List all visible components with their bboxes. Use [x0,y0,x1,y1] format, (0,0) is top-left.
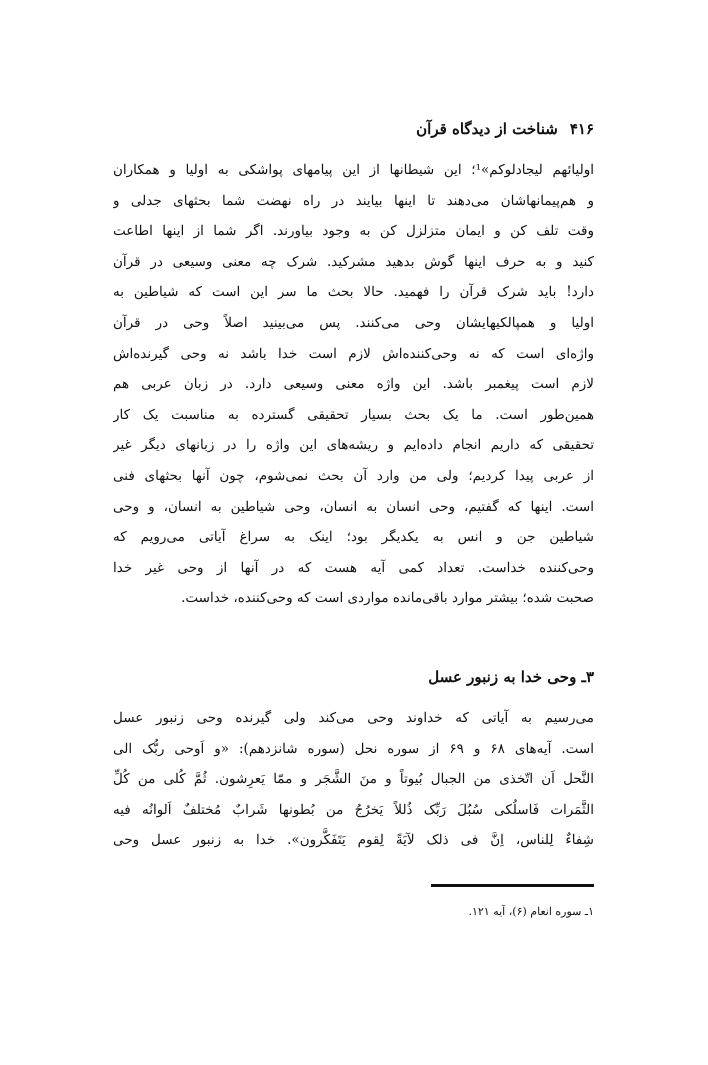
text-line: شیاطین جن و انس به یکدیگر بود؛ اینک به سراغ آیاتی می‌رویم که [113,529,594,546]
text-line: اولیائهم لیجادلوکم»¹؛ این شیطانها از این پیامهای پواشکی به اولیا و همکاران [113,162,594,178]
text-line: صحبت شده؛ بیشتر موارد باقی‌مانده مواردی است که وحی‌کننده، خداست. [181,590,594,607]
text-line: لازم است پیغمبر باشد. این واژه معنی وسیعی دارد. در زبان عربی هم [113,376,594,393]
text-line: الثَّمَرات فَاسلُکی سُبُلَ رَبِّک ذُللاً یَخرُجُ من بُطونها شَرابٌ مُختلفٌ اَلوانُه فیه [113,801,594,818]
footnote: ۱ـ سوره انعام (۶)، آیه ۱۲۱. [468,905,594,918]
footnote-divider [431,884,594,887]
text-line: از عربی پیدا کردیم؛ ولی من وارد آن بحث نمی‌شوم، چون آنها بحثهای فنی [113,467,594,484]
page-header [416,120,594,138]
text-line: اولیا و همپالکیهایشان وحی می‌کنند. پس می‌بینید اصلاً وحی در قرآن [113,314,594,331]
text-line: و هم‌پیمانهاشان می‌دهند تا اینها بیایند در راه نهضت شما بحثهای جدلی و [113,192,594,209]
text-line: می‌رسیم به آیاتی که خداوند وحی می‌کند ولی گیرنده وحی زنبور عسل [113,710,594,726]
text-line: همین‌طور است. ما یک بحث بسیار تحقیقی گسترده به مناسبت یک کار [113,406,594,423]
text-line: است. آیه‌های ۶۸ و ۶۹ از سوره نحل (سوره شانزدهم): «و اَوحی ربُّک الی [113,740,594,757]
text-line: شِفاءٌ لِلناس، اِنَّ فی ذلک لآیَةً لِقوم یَتَفَکَّرون». خدا به زنبور عسل وحی [113,832,594,849]
text-line: کنید و به حرف اینها گوش بدهید مشرکید. شرک چه معنی وسیعی در قرآن [113,253,594,270]
text-line: است. اینها که گفتیم، وحی انسان به انسان، وحی شیاطین به انسان، و وحی [113,498,594,515]
paragraph-1 [113,155,594,614]
text-line: النَّحل اَن اتّخذی من الجبال بُیوتاً و منَ الشَّجَر و ممّا یَعرِشون. ثُمَّ کُلی من کُلِّ [113,771,594,788]
text-line: وقت تلف کن و ایمان متزلزل کن به وجود بیاورند. اگر شما از اینها اطاعت [113,223,594,240]
text-line: وحی‌کننده خداست. تعداد کمی آیه هست که در آنها از وحی غیر خدا [113,559,594,576]
paragraph-2 [113,703,594,856]
text-line: تحقیقی که داریم انجام داده‌ایم و ریشه‌های این واژه را در زبانهای دیگر غیر [113,437,594,454]
text-line: واژه‌ای است که نه وحی‌کننده‌اش لازم است خدا باشد نه وحی گیرنده‌اش [113,345,594,362]
running-title: شناخت از دیدگاه قرآن [416,120,558,138]
text-line: دارد! باید شرک قرآن را فهمید. حالا بحث ما سر این است که شیاطین به [113,284,594,301]
page-number: ۴۱۶ [569,120,594,138]
section-heading: ۳ـ وحی خدا به زنبور عسل [428,668,594,686]
